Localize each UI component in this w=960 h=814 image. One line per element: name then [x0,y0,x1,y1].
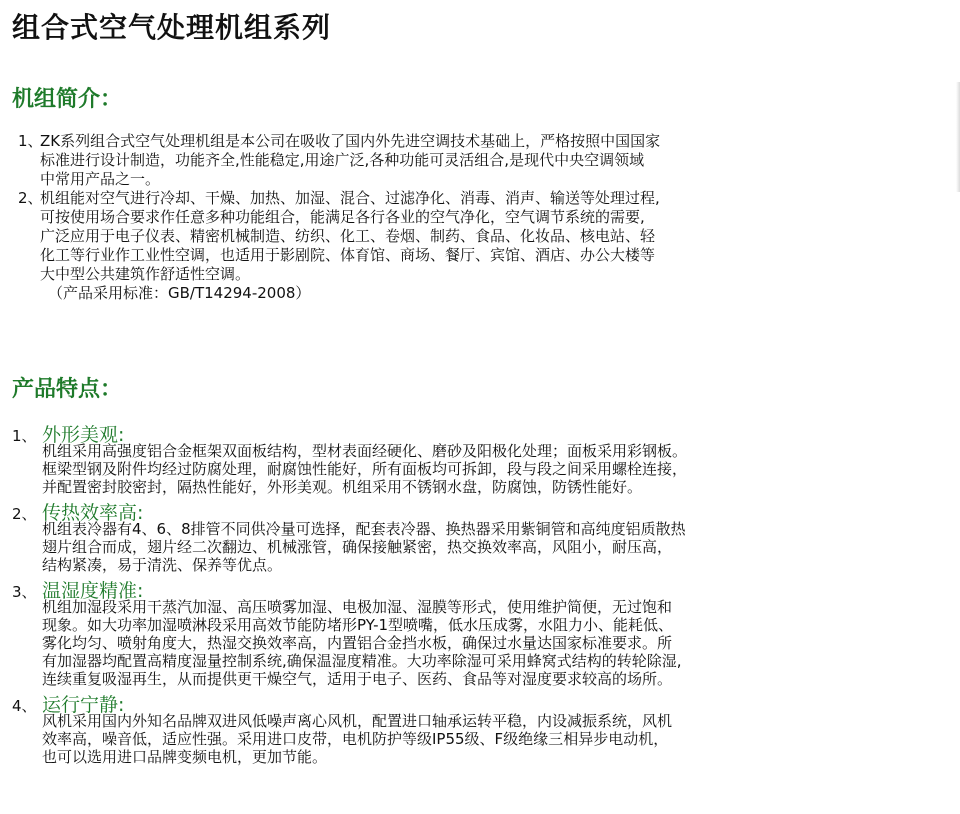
feature-number: 1、 [12,427,37,445]
intro-item-2 [18,189,938,284]
feature-line: 连续重复吸湿再生，从而提供更干燥空气，适用于电子、医药、食品等对湿度要求较高的场所。 [42,670,673,688]
feature-line: 机组采用高强度铝合金框架双面板结构，型材表面经硬化、磨砂及阳极化处理；面板采用彩钢板。 [42,442,688,460]
intro-line: 大中型公共建筑作舒适性空调。 [40,265,251,283]
standard-note: （产品采用标准：GB/T14294-2008） [48,284,311,302]
feature-line: 机组表冷器有4、6、8排管不同供冷量可选择，配套表冷器、换热器采用紫铜管和高纯度铝质散热 [42,520,686,538]
intro-line: 可按使用场合要求作任意多种功能组合，能满足各行各业的空气净化，空气调节系统的需要, [40,208,645,226]
feature-title: 传热效率高: [42,502,144,524]
feature-title: 运行宁静: [42,694,125,716]
feature-number: 2、 [12,505,37,523]
feature-line: 结构紧凑，易于清洗、保养等优点。 [42,556,283,574]
intro-item-number: 1、 [18,132,43,150]
intro-line: 中常用产品之一。 [40,170,161,188]
feature-line: 有加湿器均配置高精度湿量控制系统,确保温湿度精准。大功率除湿可采用蜂窝式结构的转轮除湿, [42,652,682,670]
intro-line: 化工等行业作工业性空调，也适用于影剧院、体育馆、商场、餐厅、宾馆、酒店、办公大楼等 [40,246,656,264]
feature-line: 效率高，噪音低，适应性强。采用进口皮带，电机防护等级IP55级、F级绝缘三相异步电动机， [42,730,669,748]
feature-line: 也可以选用进口品牌变频电机，更加节能。 [42,748,328,766]
intro-item-1 [18,132,938,189]
feature-number: 4、 [12,697,37,715]
feature-item-3 [12,576,952,688]
feature-title: 温湿度精准: [42,580,144,602]
intro-heading: 机组简介： [12,87,123,112]
feature-line: 翅片组合而成，翅片经二次翻边、机械涨管，确保接触紧密，热交换效率高，风阻小，耐压高， [42,538,673,556]
page-title: 组合式空气处理机组系列 [12,11,332,44]
feature-line: 框梁型钢及附件均经过防腐处理，耐腐蚀性能好，所有面板均可拆卸，段与段之间采用螺栓连接， [42,460,688,478]
feature-line: 机组加湿段采用干蒸汽加湿、高压喷雾加湿、电极加湿、湿膜等形式，使用维护简便，无过饱和 [42,598,673,616]
intro-line: 标准进行设计制造，功能齐全,性能稳定,用途广泛,各种功能可灵活组合,是现代中央空调领域 [40,151,645,169]
feature-line: 雾化均匀、喷射角度大，热湿交换效率高，内置铝合金挡水板，确保过水量达国家标准要求。所 [42,634,673,652]
intro-section [18,132,938,303]
features-section [12,420,952,768]
features-heading: 产品特点： [12,377,123,402]
feature-line: 现象。如大功率加湿喷淋段采用高效节能防堵形PY-1型喷嘴，低水压成雾，水阻力小、能耗低、 [42,616,674,634]
feature-item-1 [12,420,952,496]
feature-line: 风机采用国内外知名品牌双进风低噪声离心风机，配置进口轴承运转平稳，内设减振系统，风机 [42,712,673,730]
feature-number: 3、 [12,583,37,601]
feature-line: 并配置密封胶密封，隔热性能好，外形美观。机组采用不锈钢水盘，防腐蚀，防锈性能好。 [42,478,643,496]
feature-item-2 [12,498,952,574]
intro-line: 机组能对空气进行冷却、干燥、加热、加湿、混合、过滤净化、消毒、消声、输送等处理过程, [40,189,660,207]
feature-item-4 [12,690,952,766]
intro-line: 广泛应用于电子仪表、精密机械制造、纺织、化工、卷烟、制药、食品、化妆品、核电站、轻 [40,227,656,245]
intro-line: ZK系列组合式空气处理机组是本公司在吸收了国内外先进空调技术基础上，严格按照中国国家 [40,132,661,150]
intro-item-number: 2、 [18,189,43,207]
feature-title: 外形美观: [42,424,125,446]
edge-shadow-divider [956,82,960,192]
